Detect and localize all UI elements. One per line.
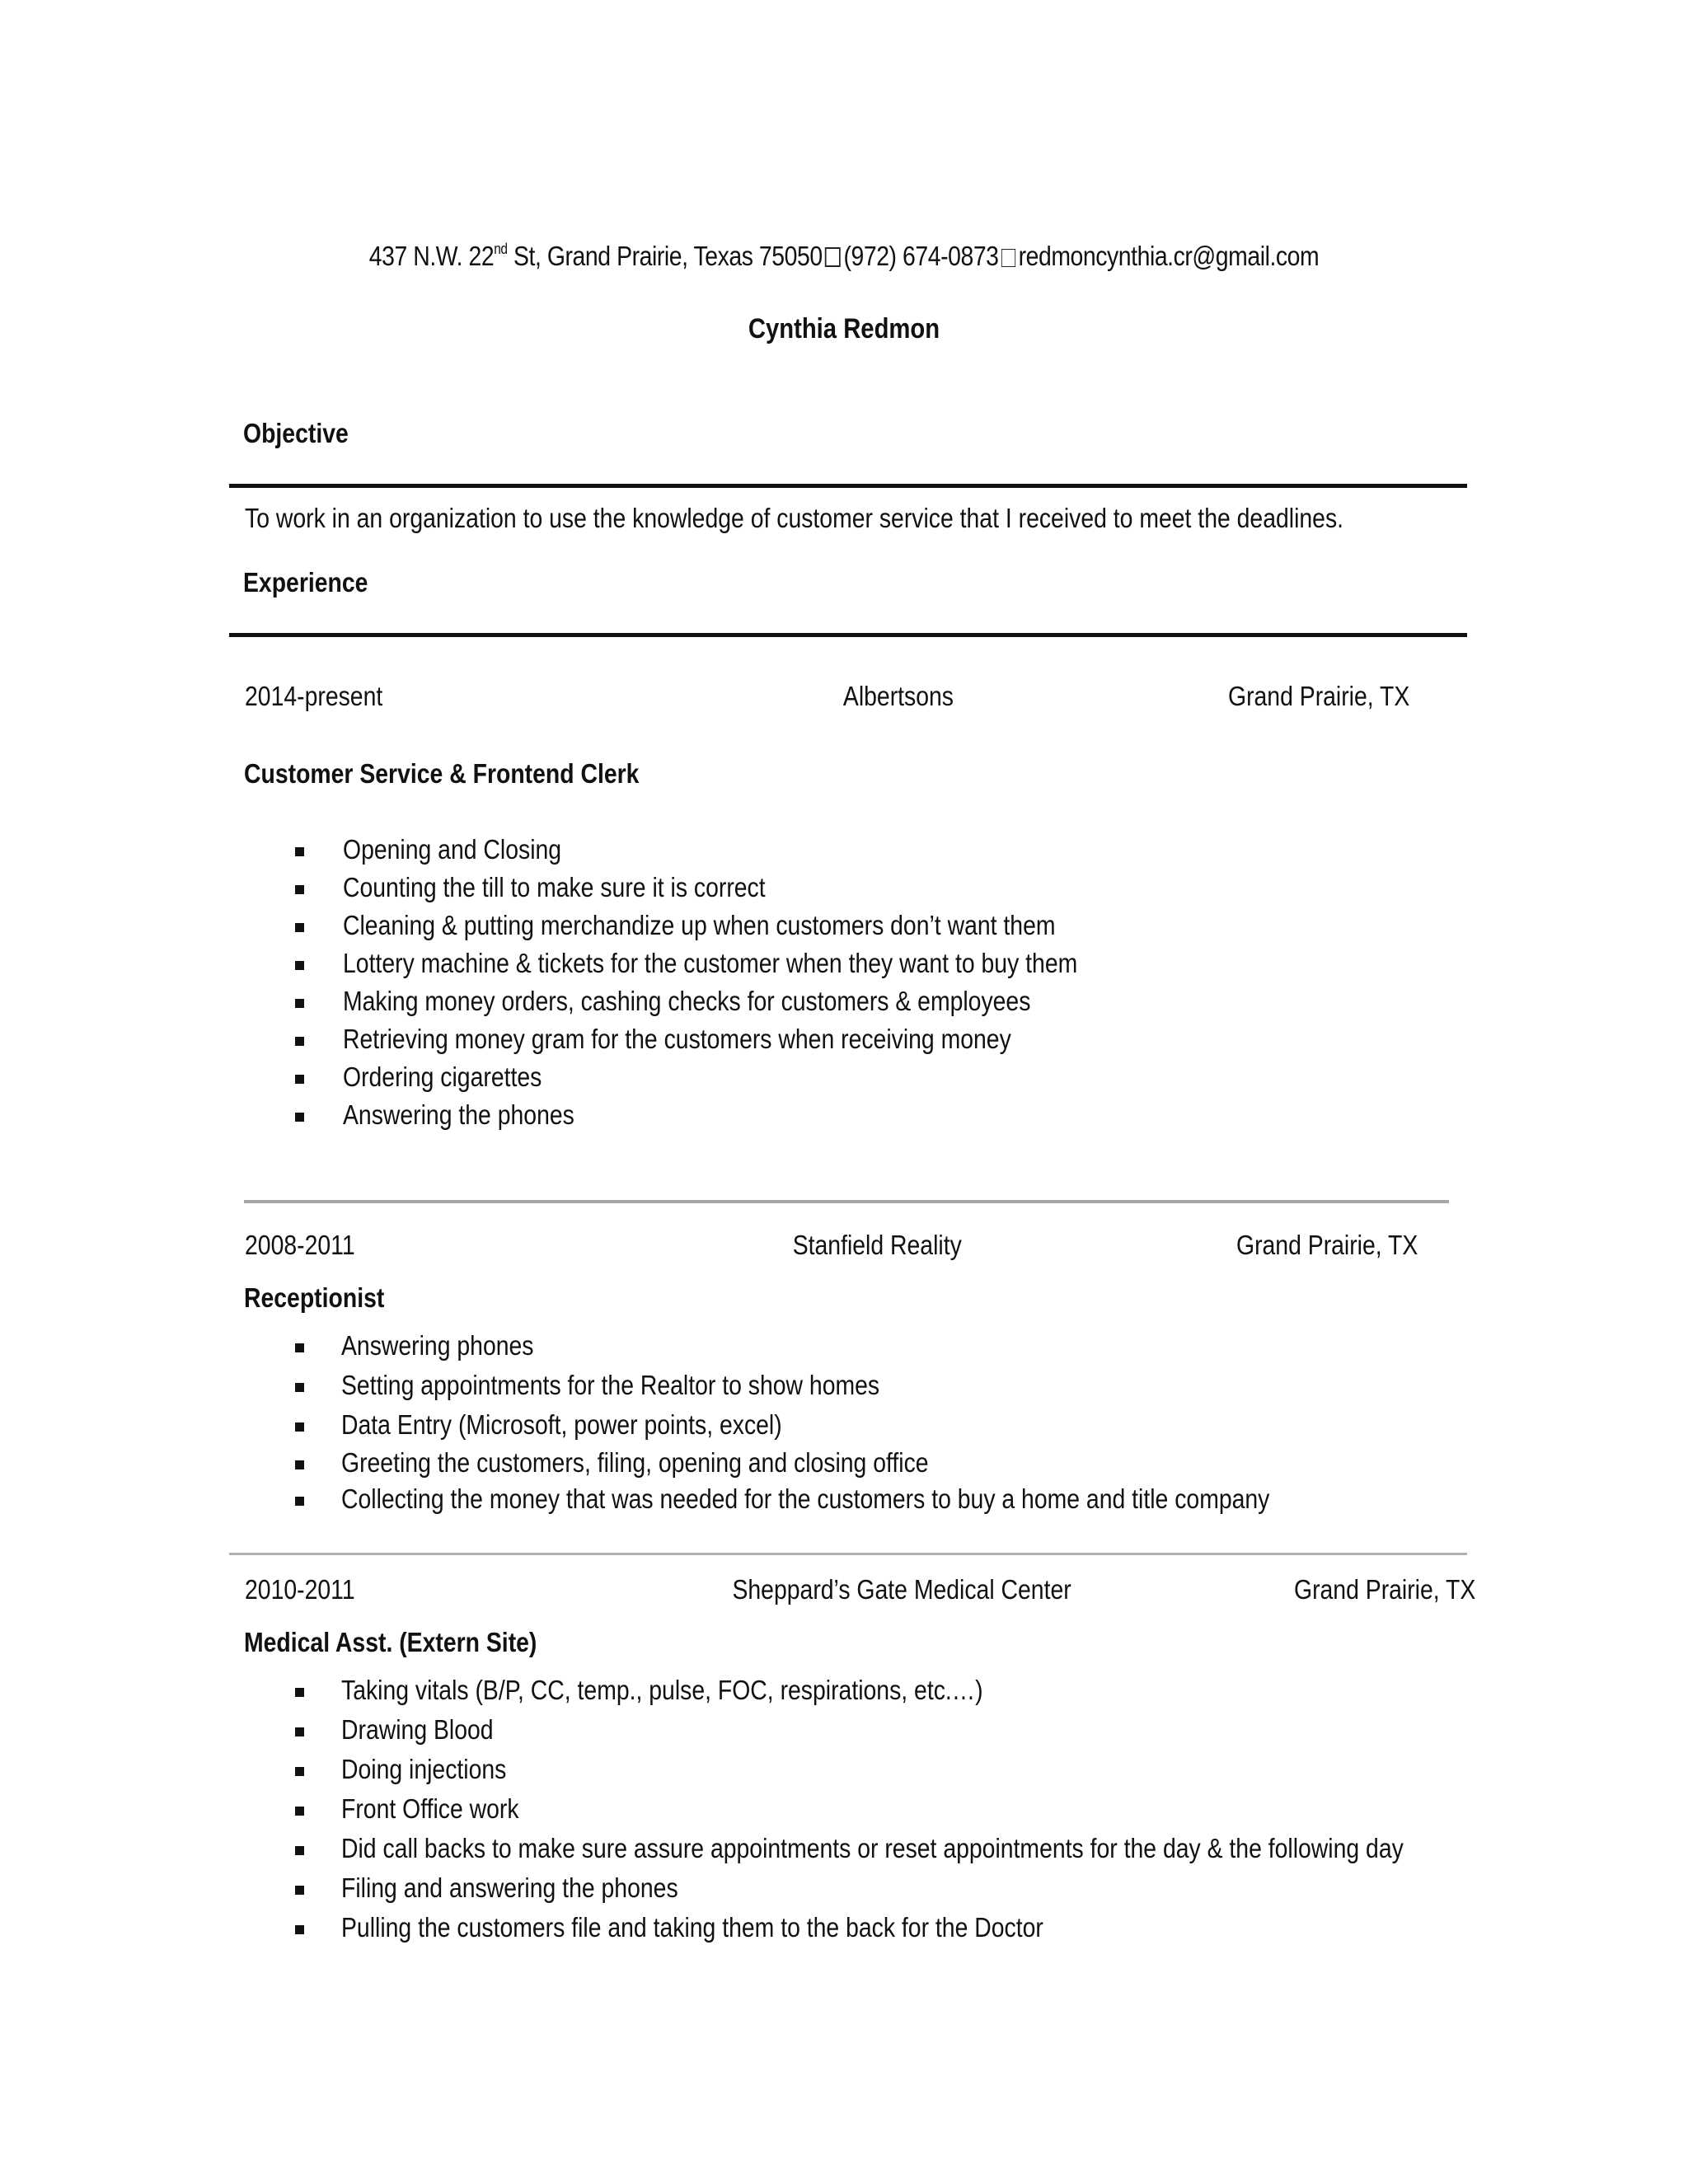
bullet-square-icon bbox=[295, 1037, 304, 1046]
bullet-square-icon bbox=[295, 999, 304, 1008]
bullet-square-icon bbox=[295, 1688, 304, 1697]
bullet-square-icon bbox=[295, 1807, 304, 1816]
job-company: Albertsons bbox=[842, 681, 954, 711]
objective-divider bbox=[229, 484, 1467, 488]
email-address: redmoncynthia.cr@gmail.com bbox=[1018, 241, 1320, 271]
job-dates: 2014-present bbox=[245, 681, 383, 711]
job-title: Medical Asst. (Extern Site) bbox=[244, 1627, 537, 1657]
bullet-square-icon bbox=[295, 1460, 304, 1469]
objective-text: To work in an organization to use the knowledge of customer service that I received to meet the deadlines. bbox=[245, 503, 1344, 533]
separator-box-icon bbox=[1001, 249, 1015, 267]
job-company: Sheppard’s Gate Medical Center bbox=[732, 1574, 1071, 1605]
address-suffix: St, Grand Prairie, Texas 75050 bbox=[507, 241, 823, 271]
address-prefix: 437 N.W. 22 bbox=[368, 241, 495, 271]
bullet-square-icon bbox=[295, 1925, 304, 1934]
bullet-square-icon bbox=[295, 961, 304, 970]
bullet-square-icon bbox=[295, 1727, 304, 1736]
address-ordinal: nd bbox=[494, 241, 508, 257]
bullet-square-icon bbox=[295, 1383, 304, 1392]
job-header bbox=[0, 681, 1688, 717]
job-location: Grand Prairie, TX bbox=[1236, 1230, 1418, 1260]
job-title: Receptionist bbox=[244, 1282, 385, 1313]
bullet-square-icon bbox=[295, 1497, 304, 1506]
separator-box-icon bbox=[825, 247, 841, 267]
objective-heading: Objective bbox=[243, 418, 349, 448]
job-divider bbox=[244, 1200, 1449, 1203]
job-dates: 2008-2011 bbox=[245, 1230, 355, 1260]
job-divider bbox=[229, 1553, 1467, 1555]
bullet-square-icon bbox=[295, 1422, 304, 1432]
job-dates: 2010-2011 bbox=[245, 1574, 355, 1605]
resume-page: 437 N.W. 22nd St, Grand Prairie, Texas 75050 (972) 674-0873 redmoncynthia.cr@gmail.com Cynthia Redmon Objective To work in an organization to use the knowledge of customer service that I received to meet the deadlines. Experience 2014-present Albertsons Grand Prairie, TX Customer Service & Frontend Clerk Opening and Closing Counting the till to make sure it is correct Cleaning & putting merchandize up when customers don’t want them Lottery machine & tickets for the customer when they want to buy them Making money orders, cashing checks for customers & employees Retrieving money gram for the customers when receiving money Ordering cigarettes Answering the phones 2008-2011 Stanfield Reality Grand Prairie, TX Receptionist Answering phones Setting appointments for the Realtor to show homes Data Entry (Microsoft, power points, excel) Greeting the customers, filing, opening and closing office Collecting the money that was needed for the customers to buy a home and title company 2010-2011 Sheppard’s Gate Medical Center Grand Prairie, TX Medical Asst. (Extern Site) Taking vitals (B/P, CC, temp., pulse, FOC, respirations, etc.…) Drawing Blood Doing injections Front Office work Did call backs to make sure assure appointments or reset appointments for the day & the following day Filing and answering the phones Pulling the customers file and taking them to the back for the Doctor bbox=[0, 0, 1688, 2184]
job-header bbox=[0, 1230, 1688, 1266]
job-company: Stanfield Reality bbox=[792, 1230, 962, 1260]
bullet-square-icon bbox=[295, 1343, 304, 1352]
phone-number: (972) 674-0873 bbox=[843, 241, 999, 271]
candidate-name: Cynthia Redmon bbox=[748, 313, 940, 344]
contact-line bbox=[118, 241, 1569, 272]
bullet-square-icon bbox=[295, 1113, 304, 1122]
job-location: Grand Prairie, TX bbox=[1294, 1574, 1476, 1605]
bullet-square-icon bbox=[295, 1846, 304, 1855]
bullet-square-icon bbox=[295, 847, 304, 856]
job-header bbox=[0, 1574, 1688, 1610]
bullet-square-icon bbox=[295, 1767, 304, 1776]
experience-divider bbox=[229, 633, 1467, 637]
bullet-square-icon bbox=[295, 885, 304, 894]
bullet-square-icon bbox=[295, 923, 304, 932]
job-location: Grand Prairie, TX bbox=[1228, 681, 1410, 711]
experience-heading: Experience bbox=[243, 567, 368, 598]
bullet-square-icon bbox=[295, 1886, 304, 1895]
bullet-square-icon bbox=[295, 1075, 304, 1084]
job-title: Customer Service & Frontend Clerk bbox=[244, 758, 640, 789]
